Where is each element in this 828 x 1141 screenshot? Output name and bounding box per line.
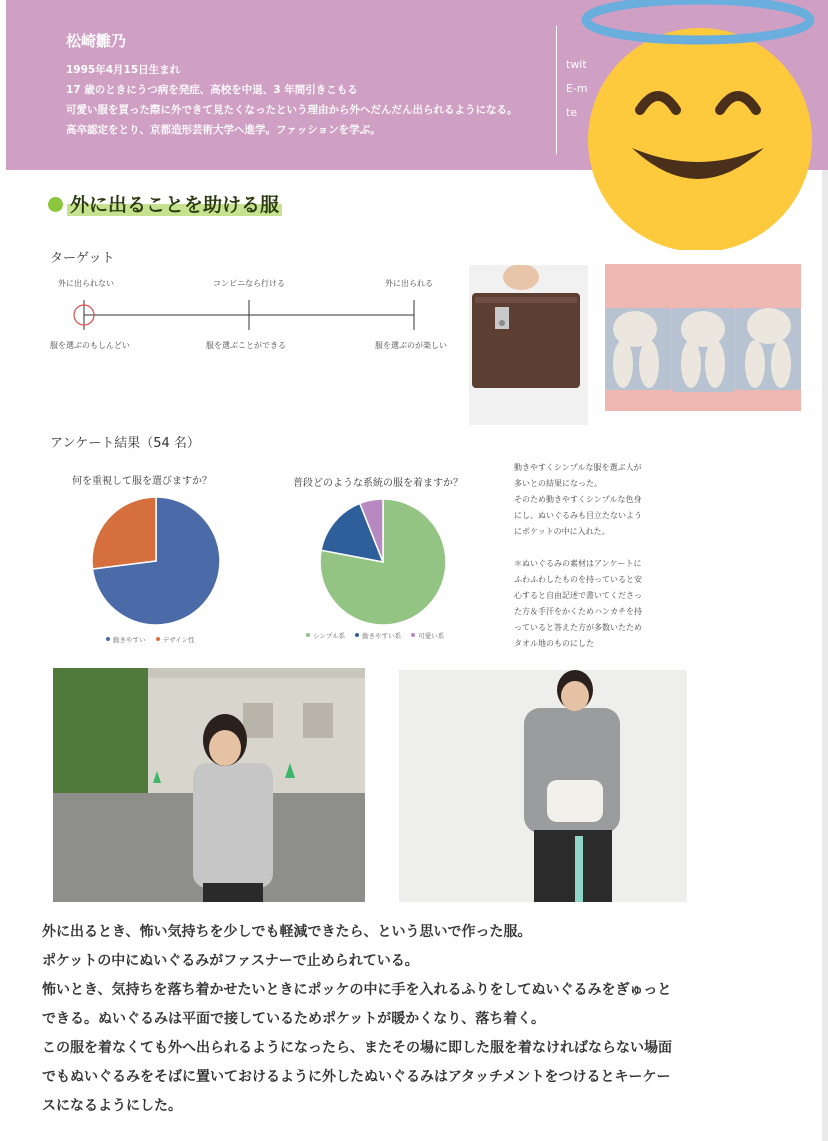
timeline-top-1: 外に出られない — [58, 279, 114, 288]
author-name: 松崎雛乃 — [66, 32, 127, 50]
photo-keycase — [469, 265, 588, 425]
description-line: ポケットの中にぬいぐるみがファスナーで止められている。 — [42, 953, 419, 969]
description-text — [42, 918, 787, 1121]
note-line: 多いとの結果になった。 — [514, 479, 602, 488]
target-timeline — [60, 290, 440, 340]
note-spacer — [514, 540, 664, 556]
chart2-pie — [318, 497, 448, 627]
legend-item: シンプル系 — [313, 632, 346, 640]
survey-note — [514, 460, 664, 652]
pie-slice-デザイン性 — [92, 497, 156, 569]
survey-label: アンケート結果（54 名） — [50, 436, 200, 451]
description-line: この服を着なくても外へ出られるようになったら、またその場に即した服を着なければならない場面 — [42, 1040, 672, 1056]
contact-email: E-m — [566, 82, 588, 95]
photo-plush-inserts — [605, 264, 801, 411]
description-line: 怖いとき、気持ちを落ち着かせたいときにポッケの中に手を入れるふりをしてぬいぐるみをぎゅっと — [42, 982, 672, 998]
note-line: 心すると自由記述で書いてくださっ — [514, 591, 642, 600]
legend-swatch-icon — [355, 633, 359, 637]
note-line: っていると答えた方が多数いたため — [514, 623, 642, 632]
section-title: 外に出ることを助ける服 — [48, 190, 282, 217]
legend-swatch-icon — [411, 633, 415, 637]
bio-line-1: 1995年4月15日生まれ — [66, 64, 181, 76]
description-line: 外に出るとき、怖い気持ちを少しでも軽減できたら、という思いで作った服。 — [42, 924, 532, 940]
chart2-legend — [298, 631, 444, 640]
note-line: タオル地のものにした — [514, 639, 594, 648]
timeline-top-2: コンビニなら行ける — [213, 279, 285, 288]
legend-swatch-icon — [106, 637, 110, 641]
note-line: にし、ぬいぐるみも目立たないよう — [514, 511, 642, 520]
bio-line-3: 可愛い服を買った際に外できて見たくなったという理由から外へだんだん出られるようになる。 — [66, 104, 518, 116]
note-line: にポケットの中に入れた。 — [514, 527, 610, 536]
photo-model-outdoor — [53, 668, 365, 902]
chart1-legend — [98, 635, 195, 644]
note-line: ＊ぬいぐるみの素材はアンケートに — [514, 559, 642, 568]
chart1-pie — [90, 495, 222, 627]
description-line: できる。ぬいぐるみは平面で接しているためポケットが暖かくなり、落ち着く。 — [42, 1011, 546, 1027]
header-divider — [556, 26, 557, 154]
legend-swatch-icon — [156, 637, 160, 641]
description-line: スになるようにした。 — [42, 1098, 182, 1114]
note-line: ふわふわしたものを持っていると安 — [514, 575, 642, 584]
legend-item: 動きやすい系 — [362, 632, 402, 640]
legend-item: 可愛い系 — [418, 632, 445, 640]
timeline-bottom-3: 服を選ぶのが楽しい — [375, 341, 447, 350]
legend-item: 動きやすい — [113, 636, 146, 644]
smiling-face-with-halo-icon — [570, 0, 828, 250]
timeline-top-3: 外に出られる — [385, 279, 433, 288]
bullet-dot-icon — [48, 197, 63, 212]
note-line: そのため動きやすくシンプルな色身 — [514, 495, 642, 504]
bio-line-2: 17 歳のときにうつ病を発症、高校を中退、3 年間引きこもる — [66, 84, 358, 96]
legend-swatch-icon — [306, 633, 310, 637]
note-line: 動きやすくシンプルな服を選ぶ人が — [514, 463, 642, 472]
photo-model-studio — [399, 670, 687, 902]
note-line: た方＆手汗をかくためハンカチを持 — [514, 607, 642, 616]
contact-tel: te — [566, 106, 578, 119]
bio-line-4: 高卒認定をとり、京都造形芸術大学へ進学。ファッションを学ぶ。 — [66, 124, 381, 136]
contact-twitter: twit — [566, 58, 587, 71]
timeline-bottom-2: 服を選ぶことができる — [206, 341, 286, 350]
description-line: でもぬいぐるみをそばに置いておけるように外したぬいぐるみはアタッチメントをつけるとキーケー — [42, 1069, 671, 1085]
chart2-title: 普段どのような系統の服を着ますか？ — [293, 478, 463, 489]
chart1-title: 何を重視して服を選びますか？ — [72, 476, 212, 487]
target-label: ターゲット — [50, 251, 115, 266]
legend-item: デザイン性 — [162, 636, 195, 644]
timeline-bottom-1: 服を選ぶのもしんどい — [50, 341, 130, 350]
